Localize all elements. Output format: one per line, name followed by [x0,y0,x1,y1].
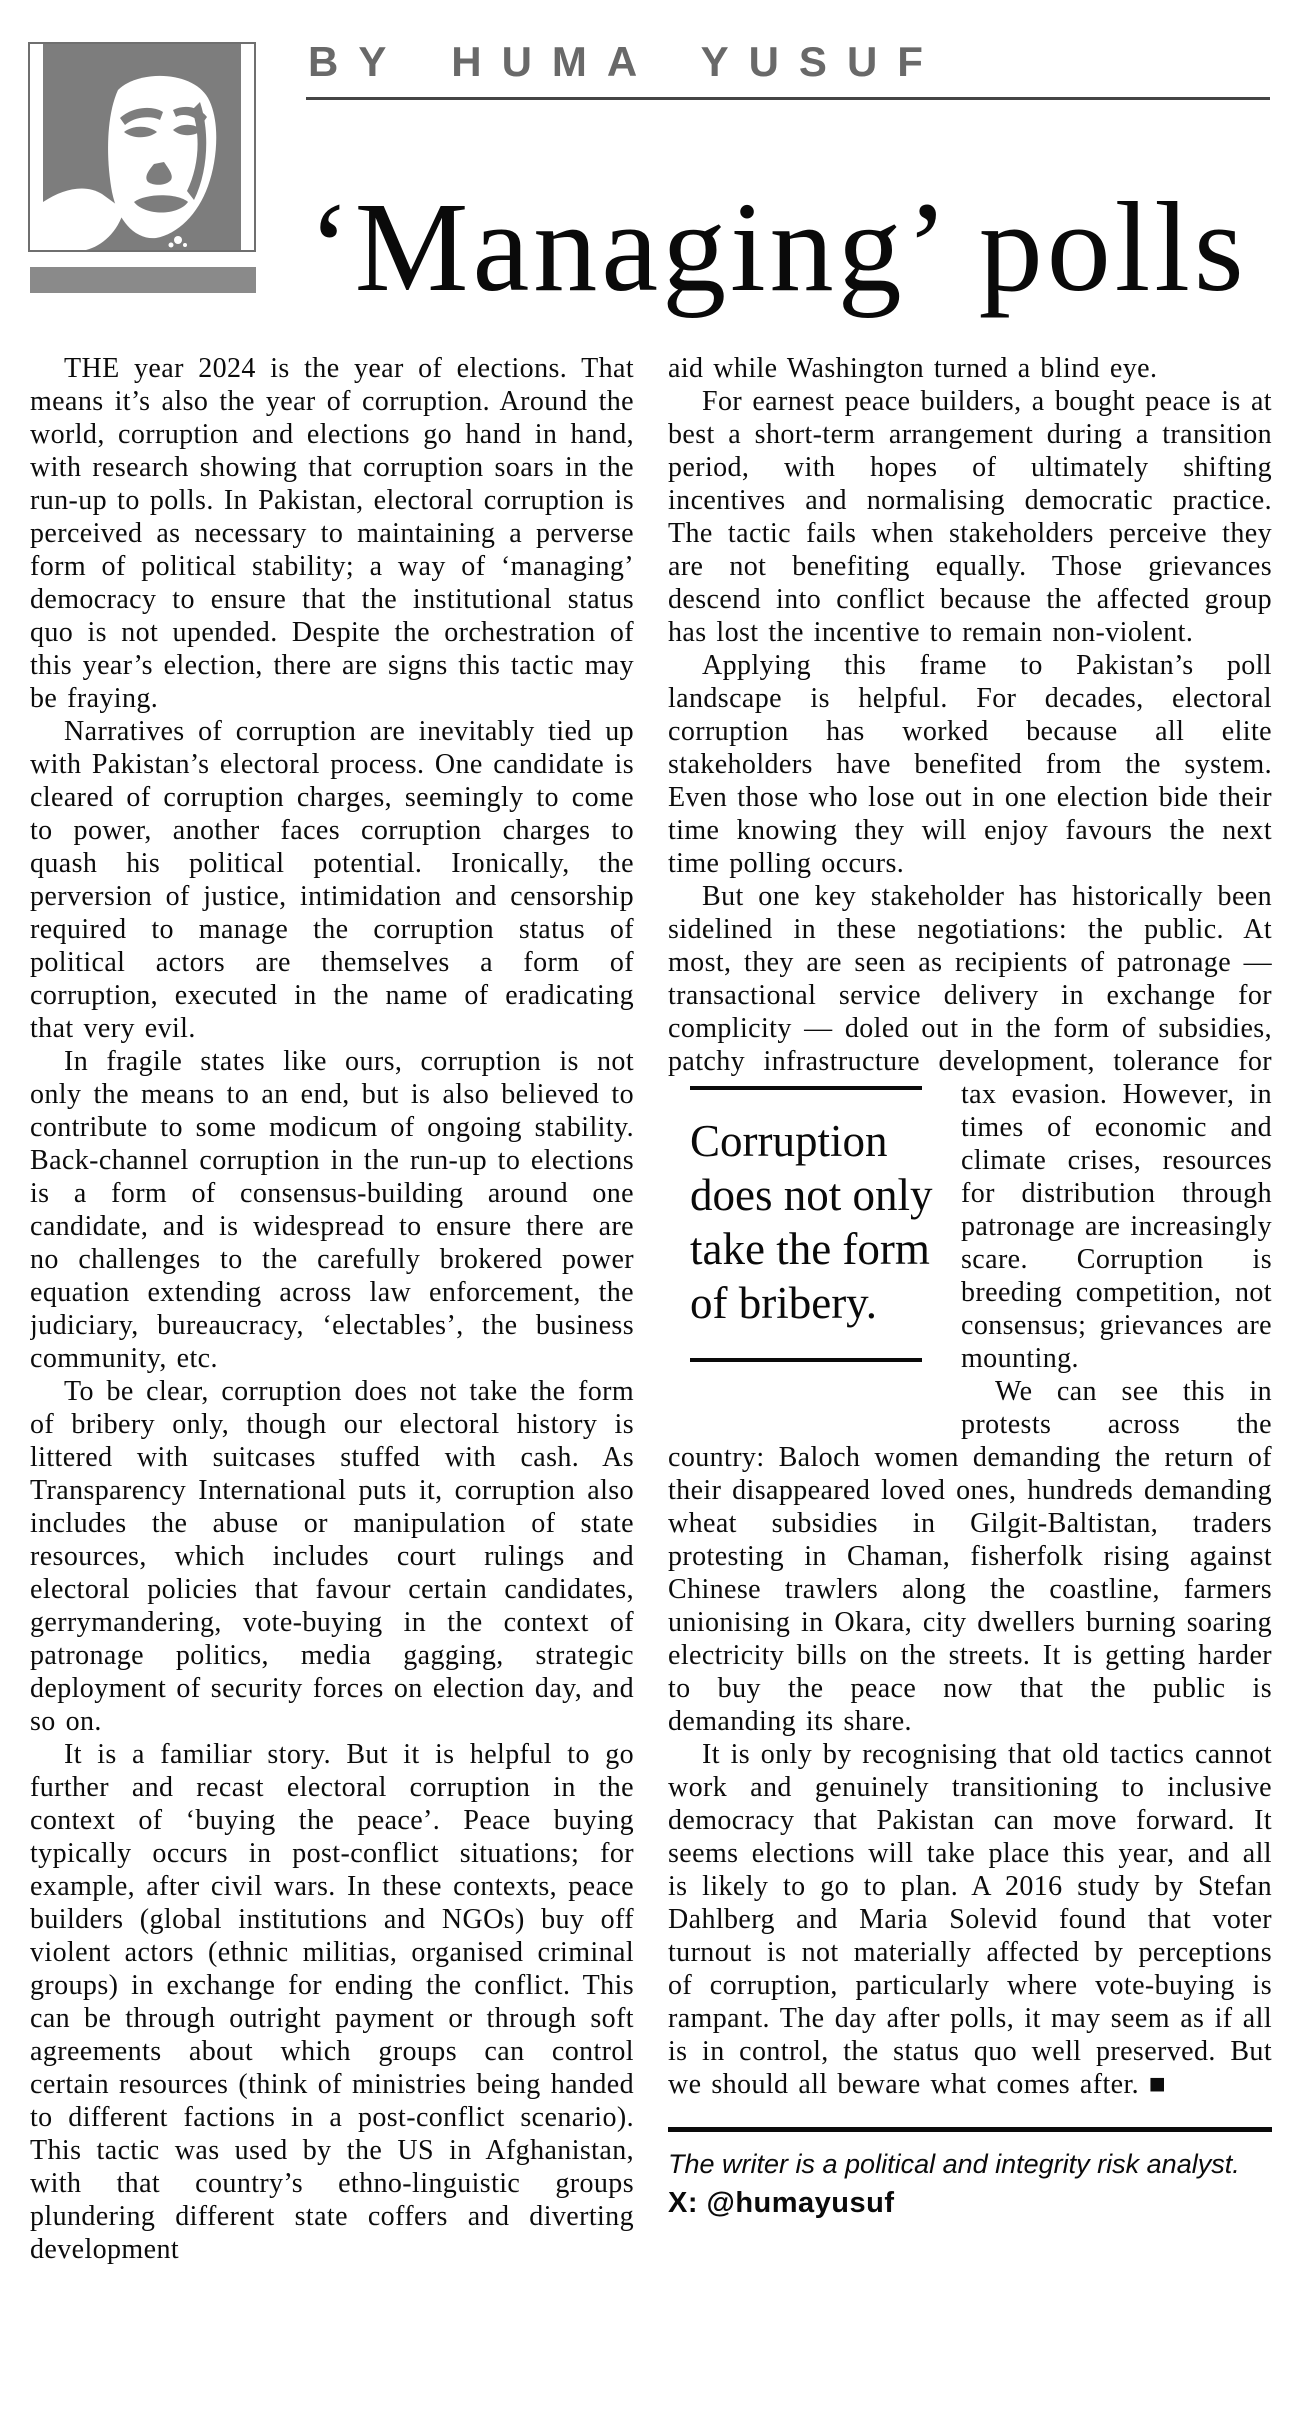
article-paragraph: To be clear, corruption does not take the form of bribery only, though our electoral history is littered with suitcases stuffed with cash. As Transparency International puts it, corruption also includes the abuse or manipulation of state resources, which includes court rulings and electoral policies that favour certain candidates, gerrymandering, vote-buying in the context of patronage politics, media gagging, strategic deployment of security forces on election day, and so on. [30,1376,634,1737]
article-paragraph: THE year 2024 is the year of elections. That means it’s also the year of corruption. Around the world, corruption and elections go hand in hand, with research showing that corruption soars in the run-up to polls. In Pakistan, electoral corruption is perceived as necessary to maintaining a perverse form of political stability; a way of ‘managing’ democracy to ensure that the institutional status quo is not upended. Despite the orchestration of this year’s election, there are signs this tactic may be fraying. [30,353,634,714]
writer-note: The writer is a political and integrity risk analyst. [668,2149,1240,2179]
article-paragraph: It is only by recognising that old tactics cannot work and genuinely transitioning to inclusive democracy that Pakistan can move forward. It seems elections will take place this year, and all is likely to go to plan. A 2016 study by Stefan Dahlberg and Maria Solevid found that voter turnout is not materially affected by perceptions of corruption, particularly where vote-buying is rampant. The day after polls, it may seem as if all is in control, the status quo well preserved. But we should all beware what comes after. ■ [668,1739,1272,2100]
article-paragraph-with-pullquote [668,880,1272,1375]
footer-rule [668,2127,1272,2132]
article-paragraph: It is a familiar story. But it is helpful to go further and recast electoral corruption in the context of ‘buying the peace’. Peace buying typically occurs in post-conflict situations; for example, after civil wars. In these contexts, peace builders (global institutions and NGOs) buy off violent actors (ethnic militias, organised criminal groups) in exchange for ending the conflict. This can be through outright payment or through soft agreements about which groups can control certain resources (think of ministries being handed to different factions in a post-conflict scenario). This tactic was used by the US in Afghanistan, with that country’s ethno-linguistic groups plundering different state coffers and diverting development [30,1739,634,2265]
paragraph-text-after-quote: tax evasion. However, in times of economic and climate crises, resources for distribution through patronage are increasingly scare. Corruption is breeding competition, not consensus; grievances are mounting. [961,1079,1272,1374]
article-paragraph: Applying this frame to Pakistan’s poll landscape is helpful. For decades, electoral corruption has worked because all elite stakeholders have benefited from the system. Even those who lose out in one election bide their time knowing they will enjoy favours the next time polling occurs. [668,650,1272,879]
pull-quote-rule-top [690,1086,922,1090]
left-column [30,352,634,2410]
author-portrait-image [30,44,254,250]
article-paragraph: For earnest peace builders, a bought peace is at best a short-term arrangement during a transition period, with hopes of ultimately shifting incentives and normalising democratic practice. The tactic fails when stakeholders perceive they are not benefiting equally. Those grievances descend into conflict because the affected group has lost the incentive to remain non-violent. [668,386,1272,648]
author-x-handle: X: @humayusuf [668,2187,895,2219]
article-footer [668,2127,1272,2222]
article-paragraph: Narratives of corruption are inevitably tied up with Pakistan’s electoral process. One candidate is cleared of corruption charges, seemingly to come to power, another faces corruption charges to quash his political potential. Ironically, the perversion of justice, intimidation and censorship required to manage the corruption status of political actors are themselves a form of corruption, executed in the name of eradicating that very evil. [30,716,634,1044]
article-paragraph: We can see this in protests across the country: Baloch women demanding the return of their disappeared loved ones, hundreds demanding wheat subsidies in Gilgit-Baltistan, traders protesting in Chaman, fisherfolk rising against Chinese trawlers along the coastline, farmers unionising in Okara, city dwellers burning soaring electricity bills on the streets. It is getting harder to buy the peace now that the public is demanding its share. [668,1376,1272,1737]
byline-rule [306,97,1270,100]
article-paragraph: In fragile states like ours, corruption is not only the means to an end, but is also believed to contribute to some modicum of ongoing stability. Back-channel corruption in the run-up to elections is a form of consensus-building around one candidate, and is widespread to ensure there are no challenges to the carefully brokered power equation extending across law enforcement, the judiciary, bureaucracy, ‘electables’, the business community, etc. [30,1046,634,1374]
author-portrait [28,42,256,252]
byline: BY HUMA YUSUF [308,38,943,85]
article-paragraph-continuation: aid while Washington turned a blind eye. [668,353,1158,384]
article-title: ‘Managing’ polls [308,176,1248,318]
pull-quote-rule-bottom [690,1358,922,1362]
portrait-underline-bar [30,267,256,293]
pull-quote-text: Corruption does not only take the form of bribery. [690,1116,933,1328]
pull-quote [690,1086,935,1362]
paragraph-text-before-quote: But one key stakeholder has historically been sidelined in these negotiations: the public. At most, they are seen as recipients of patronage — transactional service delivery in exchange for complicity — doled out in the form of subsidies, patchy infrastructure development, tolerance for [668,881,1272,1077]
right-column [668,352,1272,2222]
